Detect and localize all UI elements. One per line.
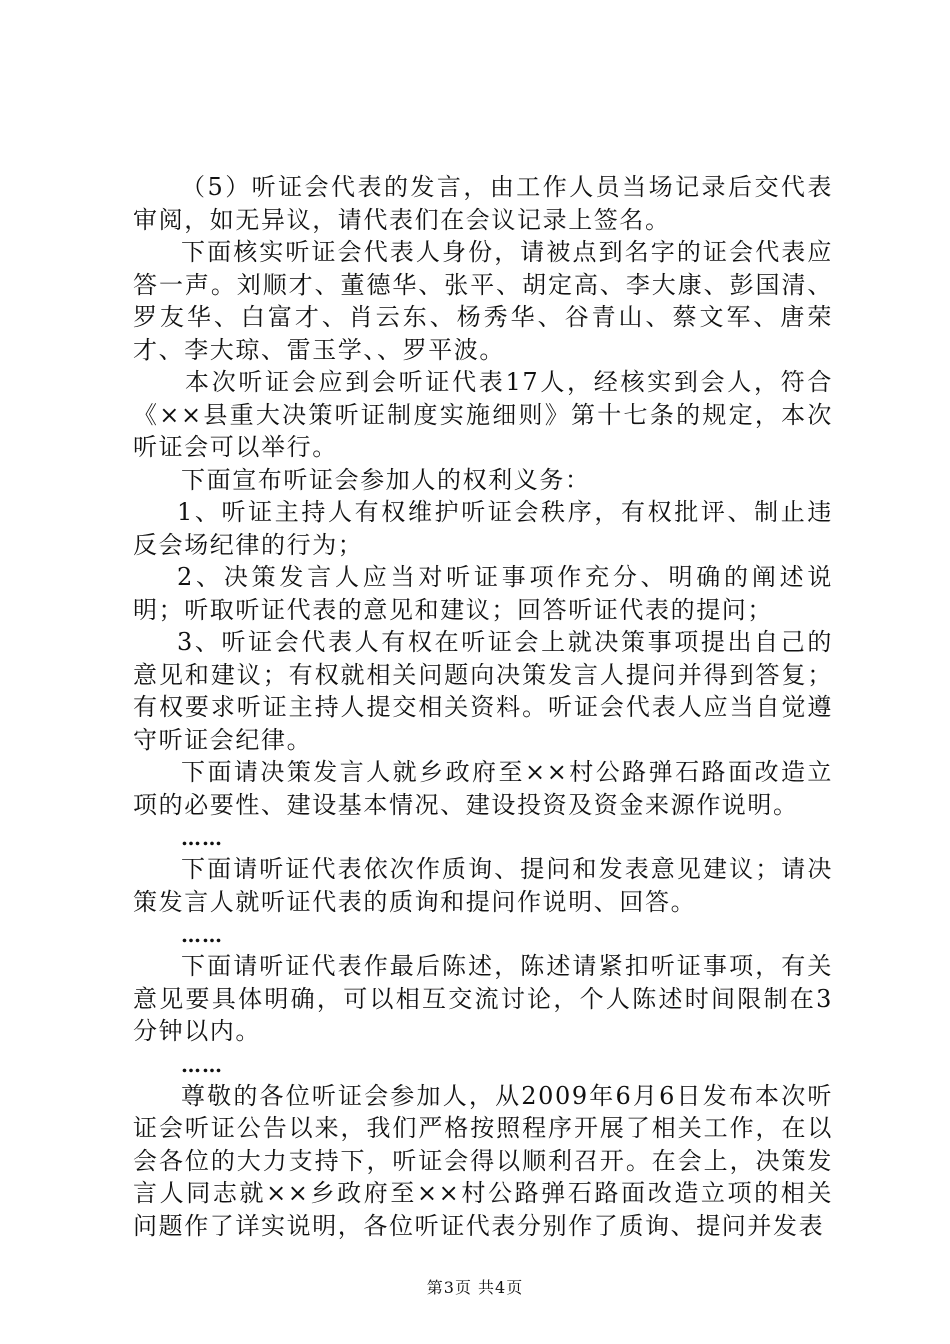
paragraph-right-1: 1、听证主持人有权维护听证会秩序，有权批评、制止违反会场纪律的行为； — [133, 498, 833, 559]
paragraph-rights-intro: 下面宣布听证会参加人的权利义务： — [181, 465, 591, 494]
paragraph-right-2: 2、决策发言人应当对听证事项作充分、明确的阐述说明；听取听证代表的意见和建议；回答听证代表的提问； — [133, 563, 833, 624]
paragraph-attendance: 本次听证会应到会听证代表17人，经核实到会人，符合《××县重大决策听证制度实施细则》第十七条的规定，本次听证会可以举行。 — [133, 368, 833, 461]
paragraph-closing: 尊敬的各位听证会参加人，从2009年6月6日发布本次听证会听证公告以来，我们严格按照程序开展了相关工作，在以会各位的大力支持下，听证会得以顺利召开。在会上，决策发言人同志就××乡政府至××村公路弹石路面改造立项的相关问题作了详实说明，各位听证代表分别作了质询、提问并发表 — [133, 1081, 833, 1240]
paragraph-right-3: 3、听证会代表人有权在听证会上就决策事项提出自己的意见和建议；有权就相关问题向决策发言人提问并得到答复；有权要求听证主持人提交相关资料。听证会代表人应当自觉遵守听证会纪律。 — [133, 628, 833, 754]
ellipsis-3: …… — [181, 1052, 223, 1077]
ellipsis-2: …… — [181, 923, 223, 947]
paragraph-speech-recording: （5）听证会代表的发言，由工作人员当场记录后交代表审阅，如无异议，请代表们在会议记录上签名。 — [133, 173, 833, 234]
paragraph-questioning: 下面请听证代表依次作质询、提问和发表意见建议；请决策发言人就听证代表的质询和提问作说明、回答。 — [133, 855, 833, 916]
page-number-footer: 第3页 共4页 — [426, 1278, 524, 1297]
paragraph-identity-check: 下面核实听证会代表人身份，请被点到名字的证会代表应答一声。刘顺才、董德华、张平、胡定高、李大康、彭国清、罗友华、白富才、肖云东、杨秀华、谷青山、蔡文军、唐荣才、李大琼、雷玉学、、罗平波。 — [133, 238, 833, 364]
paragraph-final-statement: 下面请听证代表作最后陈述，陈述请紧扣听证事项，有关意见要具体明确，可以相互交流讨论，个人陈述时间限制在3分钟以内。 — [133, 952, 833, 1045]
ellipsis-1: …… — [181, 826, 223, 850]
paragraph-speaker-explanation: 下面请决策发言人就乡政府至××村公路弹石路面改造立项的必要性、建设基本情况、建设投资及资金来源作说明。 — [133, 758, 833, 819]
document-body — [133, 171, 833, 1242]
